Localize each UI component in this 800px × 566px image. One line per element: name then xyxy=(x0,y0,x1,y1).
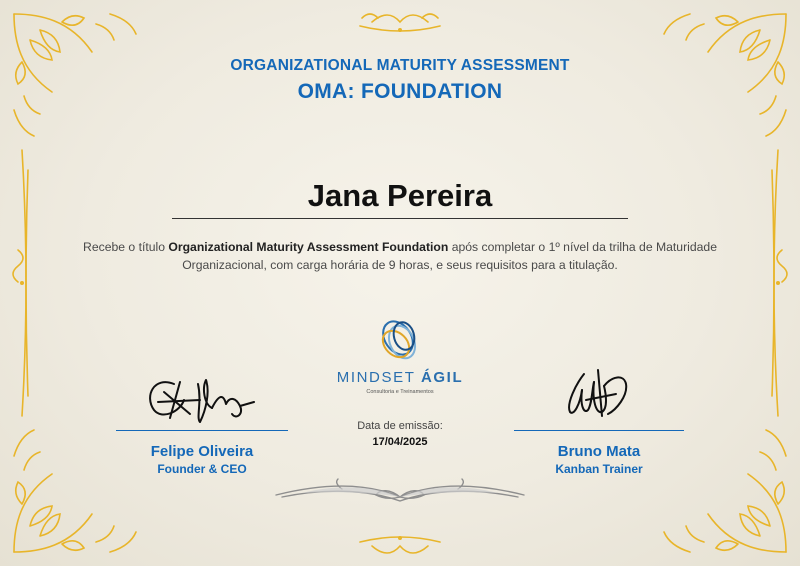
certificate-subtitle: OMA: FOUNDATION xyxy=(297,80,503,103)
body-rest: após completar o 1º nível da trilha de Maturidade Organizacional, com carga horária de 9 horas, e seus requisitos para a titulação. xyxy=(182,240,717,272)
signature-left-icon xyxy=(140,362,270,426)
signatory-left-name: Felipe Oliveira xyxy=(150,443,254,460)
logo-tagline: Consultoria e Treinamentos xyxy=(366,389,434,395)
signatory-left-role: Founder & CEO xyxy=(157,462,247,476)
signatory-right-role: Kanban Trainer xyxy=(555,462,643,476)
signature-right-icon xyxy=(558,360,638,424)
recipient-underline xyxy=(172,218,628,219)
signature-line-left xyxy=(116,430,288,431)
logo-word-mindset: MINDSET xyxy=(336,369,416,386)
body-intro: Recebe o título xyxy=(83,240,165,254)
signatory-right-name: Bruno Mata xyxy=(557,443,641,460)
recipient-name: Jana Pereira xyxy=(307,178,493,213)
issue-date-value: 17/04/2025 xyxy=(372,436,428,448)
bottom-flourish-icon xyxy=(272,475,528,511)
issue-date-label: Data de emissão: xyxy=(357,420,443,432)
signature-line-right xyxy=(514,430,684,431)
body-course-name: Organizational Maturity Assessment Foundation xyxy=(168,240,449,254)
mindset-agil-logo-icon xyxy=(370,316,430,366)
logo-wordmark xyxy=(300,369,500,386)
logo-word-agil: ÁGIL xyxy=(420,369,464,386)
certificate-body xyxy=(80,238,720,274)
certificate-title: ORGANIZATIONAL MATURITY ASSESSMENT xyxy=(230,57,570,74)
